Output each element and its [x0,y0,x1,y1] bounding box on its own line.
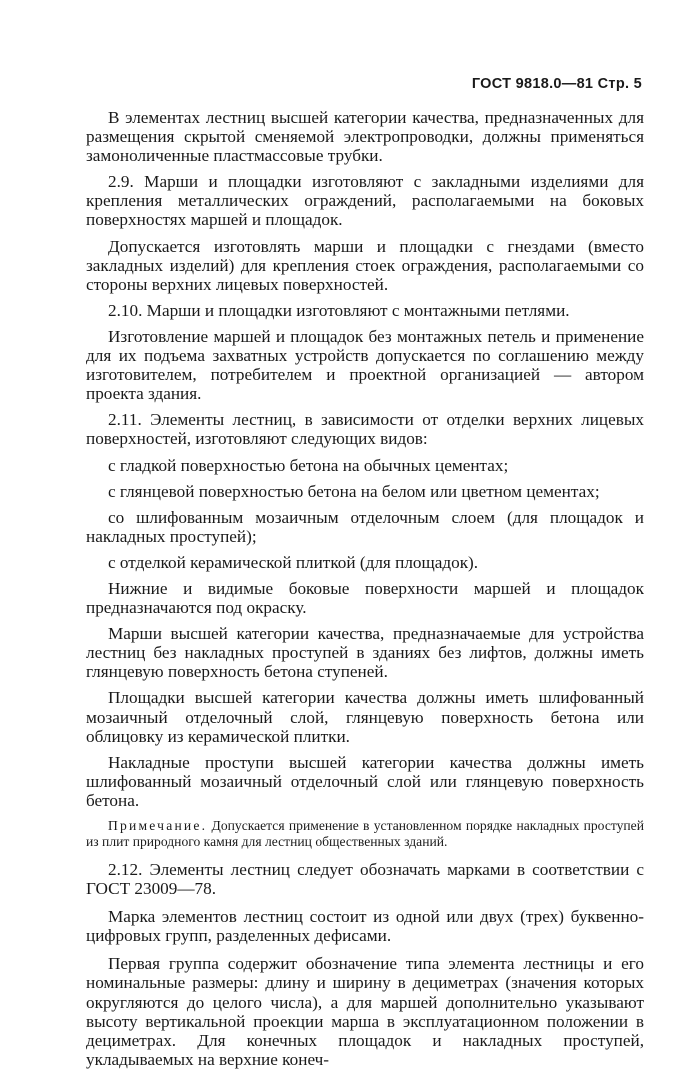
paragraph: Накладные проступи высшей категории качества должны иметь шлифованный мозаичный отделочный слой или глянцевую поверхность бетона. [86,752,644,810]
page-number: Стр. 5 [597,76,642,92]
note-label: Примечание. [108,818,208,833]
paragraph: Марка элементов лестниц состоит из одной или двух (трех) буквенно-цифровых групп, разделенных дефисами. [86,907,644,946]
paragraph: 2.11. Элементы лестниц, в зависимости от отделки верхних лицевых поверхностей, изготовляют следующих видов: [86,410,644,449]
list-item: с глянцевой поверхностью бетона на белом или цветном цементах; [108,481,600,501]
paragraph: Марши высшей категории качества, предназначаемые для устройства лестниц без накладных проступей в зданиях без лифтов, должны иметь глянцевую поверхность бетона ступеней. [86,624,644,682]
page-header [472,76,642,92]
paragraph: Допускается изготовлять марши и площадки с гнездами (вместо закладных изделий) для крепления стоек ограждения, располагаемыми со стороны верхних лицевых поверхностей. [86,236,644,294]
paragraph: Площадки высшей категории качества должны иметь шлифованный мозаичный отделочный слой, глянцевую поверхность бетона или облицовку из керамической плитки. [86,688,644,746]
note [86,818,644,850]
paragraph: Первая группа содержит обозначение типа элемента лестницы и его номинальные размеры: длину и ширину в дециметрах (значения которых округляются до целого числа), а для маршей дополнительно указывают высоту вертикальной проекции марша в эксплуатационном положении в дециметрах. Для конечных площадок и накладных проступей, укладываемых на верхние конеч- [86,954,644,1069]
paragraph: 2.10. Марши и площадки изготовляют с монтажными петлями. [108,300,570,320]
document-body [86,108,644,1076]
paragraph: В элементах лестниц высшей категории качества, предназначенных для размещения скрытой сменяемой электропроводки, должны применяться замоноличенные пластмассовые трубки. [86,108,644,166]
list-item: с гладкой поверхностью бетона на обычных цементах; [108,455,509,475]
note-text: Допускается применение в установленном порядке накладных проступей из плит природного камня для лестниц общественных зданий. [86,818,644,849]
list-item: с отделкой керамической плиткой (для площадок). [108,552,479,572]
paragraph: 2.12. Элементы лестниц следует обозначать марками в соответствии с ГОСТ 23009—78. [86,860,644,899]
standard-number: ГОСТ 9818.0—81 [471,76,594,92]
paragraph: 2.9. Марши и площадки изготовляют с закладными изделиями для крепления металлических ограждений, располагаемыми на боковых поверхностях маршей и площадок. [86,172,644,230]
paragraph: Изготовление маршей и площадок без монтажных петель и применение для их подъема захватных устройств допускается по соглашению между изготовителем, потребителем и проектной организацией — автором проекта здания. [86,326,644,404]
paragraph: Нижние и видимые боковые поверхности маршей и площадок предназначаются под окраску. [86,578,644,618]
list-item: со шлифованным мозаичным отделочным слоем (для площадок и накладных проступей); [86,507,644,546]
